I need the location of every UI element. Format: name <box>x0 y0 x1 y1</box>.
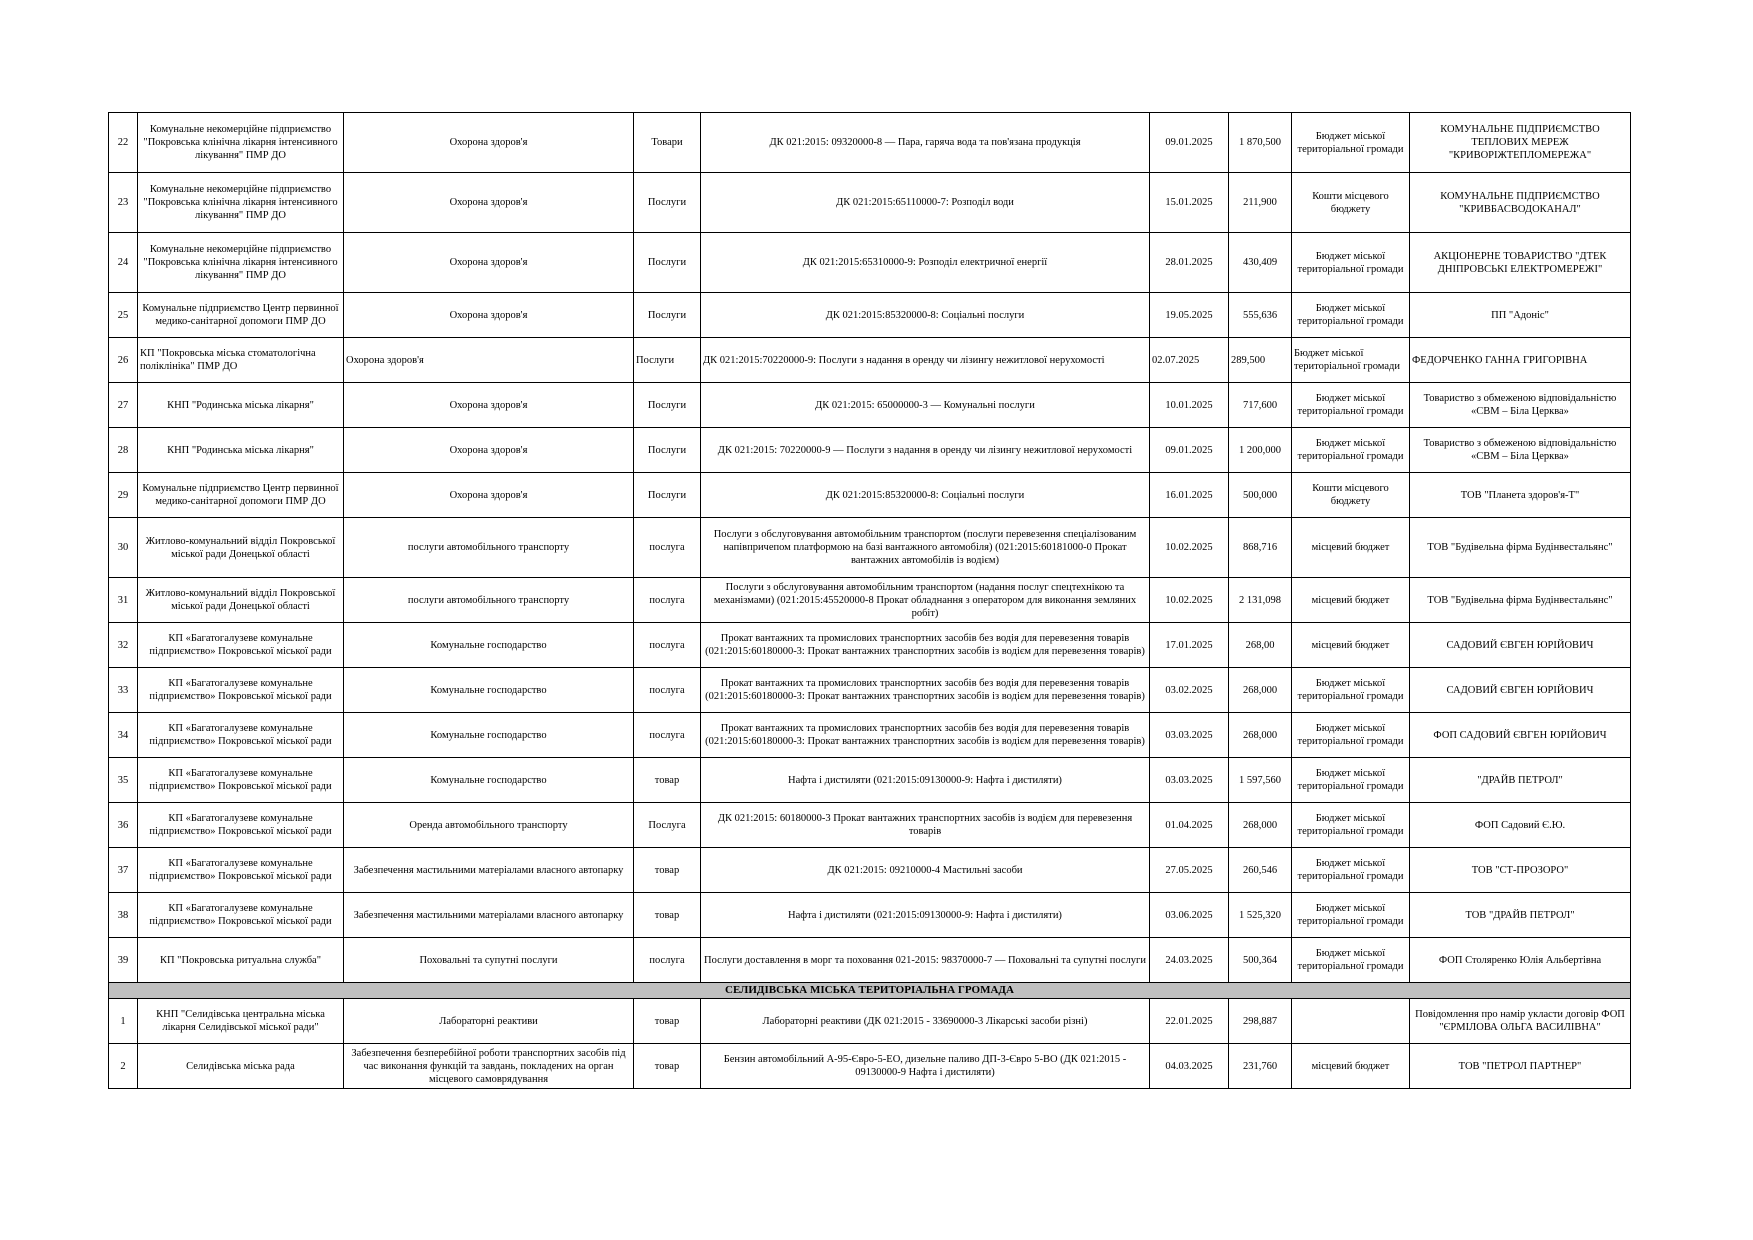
table-row <box>109 893 1631 938</box>
amount-cell: 1 870,500 <box>1229 113 1292 173</box>
row-number: 30 <box>109 518 138 578</box>
supplier-cell: ТОВ "Будівельна фірма Будінвестальянс" <box>1410 518 1631 578</box>
amount-cell: 868,716 <box>1229 518 1292 578</box>
supplier-cell: ФОП Садовий Є.Ю. <box>1410 803 1631 848</box>
amount-cell: 260,546 <box>1229 848 1292 893</box>
table-row <box>109 173 1631 233</box>
type-cell: послуга <box>634 518 701 578</box>
row-number: 1 <box>109 999 138 1044</box>
field-cell: Оренда автомобільного транспорту <box>344 803 634 848</box>
subject-cell: ДК 021:2015: 09320000-8 — Пара, гаряча вода та пов'язана продукція <box>701 113 1150 173</box>
supplier-cell: АКЦІОНЕРНЕ ТОВАРИСТВО "ДТЕК ДНІПРОВСЬКІ ЕЛЕКТРОМЕРЕЖІ" <box>1410 233 1631 293</box>
type-cell: Послуги <box>634 233 701 293</box>
table-row <box>109 1044 1631 1089</box>
funding-cell: Бюджет міської територіальної громади <box>1292 338 1410 383</box>
supplier-cell: САДОВИЙ ЄВГЕН ЮРІЙОВИЧ <box>1410 623 1631 668</box>
amount-cell: 717,600 <box>1229 383 1292 428</box>
funding-cell: Бюджет міської територіальної громади <box>1292 848 1410 893</box>
type-cell: послуга <box>634 713 701 758</box>
amount-cell: 211,900 <box>1229 173 1292 233</box>
date-cell: 03.03.2025 <box>1150 758 1229 803</box>
funding-cell: Кошти місцевого бюджету <box>1292 473 1410 518</box>
supplier-cell: "ДРАЙВ ПЕТРОЛ" <box>1410 758 1631 803</box>
supplier-cell: ФОП САДОВИЙ ЄВГЕН ЮРІЙОВИЧ <box>1410 713 1631 758</box>
subject-cell: ДК 021:2015: 65000000-3 — Комунальні послуги <box>701 383 1150 428</box>
amount-cell: 268,000 <box>1229 668 1292 713</box>
amount-cell: 500,364 <box>1229 938 1292 983</box>
type-cell: товар <box>634 1044 701 1089</box>
subject-cell: Нафта і дистиляти (021:2015:09130000-9: Нафта і дистиляти) <box>701 893 1150 938</box>
amount-cell: 231,760 <box>1229 1044 1292 1089</box>
organization-cell: Комунальне підприємство Центр первинної медико-санітарної допомоги ПМР ДО <box>138 293 344 338</box>
amount-cell: 268,00 <box>1229 623 1292 668</box>
supplier-cell: КОМУНАЛЬНЕ ПІДПРИЄМСТВО ТЕПЛОВИХ МЕРЕЖ "КРИВОРІЖТЕПЛОМЕРЕЖА" <box>1410 113 1631 173</box>
subject-cell: Бензин автомобільний А-95-Євро-5-ЕО, дизельне паливо ДП-3-Євро 5-ВО (ДК 021:2015 - 09130000-9 Нафта і дистиляти) <box>701 1044 1150 1089</box>
row-number: 31 <box>109 578 138 623</box>
date-cell: 10.02.2025 <box>1150 578 1229 623</box>
supplier-cell: ТОВ "ПЕТРОЛ ПАРТНЕР" <box>1410 1044 1631 1089</box>
type-cell: товар <box>634 893 701 938</box>
subject-cell: Нафта і дистиляти (021:2015:09130000-9: Нафта і дистиляти) <box>701 758 1150 803</box>
amount-cell: 268,000 <box>1229 713 1292 758</box>
type-cell: послуга <box>634 623 701 668</box>
type-cell: товар <box>634 758 701 803</box>
funding-cell: Бюджет міської територіальної громади <box>1292 383 1410 428</box>
funding-cell: Бюджет міської територіальної громади <box>1292 668 1410 713</box>
type-cell: послуга <box>634 668 701 713</box>
field-cell: Охорона здоров'я <box>344 113 634 173</box>
table-row <box>109 668 1631 713</box>
funding-cell: місцевий бюджет <box>1292 578 1410 623</box>
table-row <box>109 938 1631 983</box>
subject-cell: ДК 021:2015: 60180000-3 Прокат вантажних транспортних засобів із водієм для перевезення товарів <box>701 803 1150 848</box>
organization-cell: КП «Багатогалузеве комунальне підприємство» Покровської міської ради <box>138 713 344 758</box>
date-cell: 10.01.2025 <box>1150 383 1229 428</box>
type-cell: Послуги <box>634 338 701 383</box>
date-cell: 15.01.2025 <box>1150 173 1229 233</box>
date-cell: 17.01.2025 <box>1150 623 1229 668</box>
date-cell: 27.05.2025 <box>1150 848 1229 893</box>
amount-cell: 268,000 <box>1229 803 1292 848</box>
row-number: 39 <box>109 938 138 983</box>
type-cell: Послуги <box>634 473 701 518</box>
row-number: 36 <box>109 803 138 848</box>
supplier-cell: Товариство з обмеженою відповідальністю «СВМ – Біла Церква» <box>1410 383 1631 428</box>
funding-cell: Бюджет міської територіальної громади <box>1292 938 1410 983</box>
funding-cell <box>1292 999 1410 1044</box>
subject-cell: Послуги з обслуговування автомобільним транспортом (послуги перевезення спеціалізованим напівпричепом платформою на базі вантажного автомобіля) (021:2015:60181000-0 Прокат вантажних автомобілів із водієм) <box>701 518 1150 578</box>
organization-cell: Житлово-комунальний відділ Покровської міської ради Донецької області <box>138 518 344 578</box>
subject-cell: ДК 021:2015:85320000-8: Соціальні послуги <box>701 293 1150 338</box>
row-number: 34 <box>109 713 138 758</box>
procurement-table <box>108 112 1631 1089</box>
supplier-cell: ПП "Адоніс" <box>1410 293 1631 338</box>
funding-cell: місцевий бюджет <box>1292 518 1410 578</box>
subject-cell: Послуги з обслуговування автомобільним транспортом (надання послуг спецтехнікою та механізмами) (021:2015:45520000-8 Прокат обладнання з оператором для виконання земляних робіт) <box>701 578 1150 623</box>
type-cell: Послуги <box>634 428 701 473</box>
funding-cell: місцевий бюджет <box>1292 1044 1410 1089</box>
subject-cell: ДК 021:2015: 70220000-9 — Послуги з надання в оренду чи лізингу нежитлової нерухомості <box>701 428 1150 473</box>
field-cell: Забезпечення мастильними матеріалами власного автопарку <box>344 893 634 938</box>
type-cell: Послуга <box>634 803 701 848</box>
subject-cell: ДК 021:2015: 09210000-4 Мастильні засоби <box>701 848 1150 893</box>
row-number: 23 <box>109 173 138 233</box>
organization-cell: Селидівська міська рада <box>138 1044 344 1089</box>
field-cell: Комунальне господарство <box>344 668 634 713</box>
organization-cell: Житлово-комунальний відділ Покровської міської ради Донецької області <box>138 578 344 623</box>
row-number: 32 <box>109 623 138 668</box>
supplier-cell: ТОВ "Планета здоров'я-Т" <box>1410 473 1631 518</box>
date-cell: 10.02.2025 <box>1150 518 1229 578</box>
field-cell: Охорона здоров'я <box>344 428 634 473</box>
type-cell: Послуги <box>634 293 701 338</box>
type-cell: товар <box>634 999 701 1044</box>
subject-cell: Послуги доставлення в морг та поховання 021-2015: 98370000-7 — Поховальні та супутні послуги <box>701 938 1150 983</box>
field-cell: Охорона здоров'я <box>344 383 634 428</box>
table-body-pokrovsk <box>109 113 1631 983</box>
field-cell: Забезпечення мастильними матеріалами власного автопарку <box>344 848 634 893</box>
organization-cell: Комунальне підприємство Центр первинної медико-санітарної допомоги ПМР ДО <box>138 473 344 518</box>
type-cell: Товари <box>634 113 701 173</box>
organization-cell: КНП "Родинська міська лікарня" <box>138 428 344 473</box>
date-cell: 19.05.2025 <box>1150 293 1229 338</box>
field-cell: Охорона здоров'я <box>344 233 634 293</box>
table-row <box>109 578 1631 623</box>
date-cell: 02.07.2025 <box>1150 338 1229 383</box>
row-number: 24 <box>109 233 138 293</box>
table-row <box>109 338 1631 383</box>
date-cell: 24.03.2025 <box>1150 938 1229 983</box>
procurement-sheet <box>108 112 1630 1089</box>
table-row <box>109 428 1631 473</box>
supplier-cell: ТОВ "СТ-ПРОЗОРО" <box>1410 848 1631 893</box>
field-cell: Поховальні та супутні послуги <box>344 938 634 983</box>
table-row <box>109 623 1631 668</box>
table-row <box>109 473 1631 518</box>
table-row <box>109 803 1631 848</box>
amount-cell: 1 200,000 <box>1229 428 1292 473</box>
funding-cell: Бюджет міської територіальної громади <box>1292 428 1410 473</box>
organization-cell: КНП "Селидівська центральна міська лікарня Селидівської міської ради" <box>138 999 344 1044</box>
amount-cell: 2 131,098 <box>1229 578 1292 623</box>
organization-cell: КП "Покровська ритуальна служба" <box>138 938 344 983</box>
field-cell: Охорона здоров'я <box>344 173 634 233</box>
organization-cell: Комунальне некомерційне підприємство "Покровська клінічна лікарня інтенсивного лікування" ПМР ДО <box>138 173 344 233</box>
supplier-cell: ФОП Столяренко Юлія Альбертівна <box>1410 938 1631 983</box>
funding-cell: Бюджет міської територіальної громади <box>1292 113 1410 173</box>
field-cell: послуги автомобільного транспорту <box>344 578 634 623</box>
field-cell: Комунальне господарство <box>344 713 634 758</box>
subject-cell: Лабораторні реактиви (ДК 021:2015 - 33690000-3 Лікарські засоби різні) <box>701 999 1150 1044</box>
row-number: 27 <box>109 383 138 428</box>
field-cell: Комунальне господарство <box>344 758 634 803</box>
row-number: 28 <box>109 428 138 473</box>
section-row <box>109 983 1631 999</box>
organization-cell: КП «Багатогалузеве комунальне підприємство» Покровської міської ради <box>138 803 344 848</box>
organization-cell: КП «Багатогалузеве комунальне підприємство» Покровської міської ради <box>138 893 344 938</box>
supplier-cell: Повідомлення про намір укласти договір ФОП "ЄРМІЛОВА ОЛЬГА ВАСИЛІВНА" <box>1410 999 1631 1044</box>
amount-cell: 289,500 <box>1229 338 1292 383</box>
field-cell: Забезпечення безперебійної роботи транспортних засобів під час виконання функцій та завдань, покладених на орган місцевого самоврядування <box>344 1044 634 1089</box>
organization-cell: Комунальне некомерційне підприємство "Покровська клінічна лікарня інтенсивного лікування" ПМР ДО <box>138 113 344 173</box>
section-title: СЕЛИДІВСЬКА МІСЬКА ТЕРИТОРІАЛЬНА ГРОМАДА <box>109 983 1631 999</box>
type-cell: товар <box>634 848 701 893</box>
type-cell: послуга <box>634 938 701 983</box>
field-cell: послуги автомобільного транспорту <box>344 518 634 578</box>
row-number: 2 <box>109 1044 138 1089</box>
table-row <box>109 758 1631 803</box>
type-cell: послуга <box>634 578 701 623</box>
amount-cell: 1 525,320 <box>1229 893 1292 938</box>
subject-cell: ДК 021:2015:65310000-9: Розподіл електричної енергії <box>701 233 1150 293</box>
field-cell: Лабораторні реактиви <box>344 999 634 1044</box>
supplier-cell: КОМУНАЛЬНЕ ПІДПРИЄМСТВО "КРИВБАСВОДОКАНАЛ" <box>1410 173 1631 233</box>
date-cell: 04.03.2025 <box>1150 1044 1229 1089</box>
subject-cell: ДК 021:2015:70220000-9: Послуги з надання в оренду чи лізингу нежитлової нерухомості <box>701 338 1150 383</box>
row-number: 37 <box>109 848 138 893</box>
table-row <box>109 999 1631 1044</box>
table-row <box>109 848 1631 893</box>
table-row <box>109 233 1631 293</box>
funding-cell: Бюджет міської територіальної громади <box>1292 758 1410 803</box>
amount-cell: 298,887 <box>1229 999 1292 1044</box>
organization-cell: КП «Багатогалузеве комунальне підприємство» Покровської міської ради <box>138 623 344 668</box>
supplier-cell: ТОВ "Будівельна фірма Будінвестальянс" <box>1410 578 1631 623</box>
organization-cell: КП «Багатогалузеве комунальне підприємство» Покровської міської ради <box>138 848 344 893</box>
amount-cell: 1 597,560 <box>1229 758 1292 803</box>
row-number: 22 <box>109 113 138 173</box>
organization-cell: КНП "Родинська міська лікарня" <box>138 383 344 428</box>
date-cell: 28.01.2025 <box>1150 233 1229 293</box>
amount-cell: 500,000 <box>1229 473 1292 518</box>
amount-cell: 555,636 <box>1229 293 1292 338</box>
date-cell: 16.01.2025 <box>1150 473 1229 518</box>
supplier-cell: Товариство з обмеженою відповідальністю «СВМ – Біла Церква» <box>1410 428 1631 473</box>
table-row <box>109 383 1631 428</box>
field-cell: Охорона здоров'я <box>344 338 634 383</box>
row-number: 29 <box>109 473 138 518</box>
date-cell: 22.01.2025 <box>1150 999 1229 1044</box>
organization-cell: КП «Багатогалузеве комунальне підприємство» Покровської міської ради <box>138 758 344 803</box>
organization-cell: КП «Багатогалузеве комунальне підприємство» Покровської міської ради <box>138 668 344 713</box>
date-cell: 03.02.2025 <box>1150 668 1229 713</box>
funding-cell: Бюджет міської територіальної громади <box>1292 803 1410 848</box>
subject-cell: Прокат вантажних та промислових транспортних засобів без водія для перевезення товарів (021:2015:60180000-3: Прокат вантажних транспортних засобів із водієм для перевезення товарів) <box>701 623 1150 668</box>
supplier-cell: САДОВИЙ ЄВГЕН ЮРІЙОВИЧ <box>1410 668 1631 713</box>
field-cell: Охорона здоров'я <box>344 293 634 338</box>
table-row <box>109 518 1631 578</box>
date-cell: 03.03.2025 <box>1150 713 1229 758</box>
funding-cell: Бюджет міської територіальної громади <box>1292 893 1410 938</box>
subject-cell: ДК 021:2015:65110000-7: Розподіл води <box>701 173 1150 233</box>
section-header-group <box>109 983 1631 999</box>
subject-cell: Прокат вантажних та промислових транспортних засобів без водія для перевезення товарів (021:2015:60180000-3: Прокат вантажних транспортних засобів із водієм для перевезення товарів) <box>701 713 1150 758</box>
field-cell: Комунальне господарство <box>344 623 634 668</box>
date-cell: 09.01.2025 <box>1150 428 1229 473</box>
subject-cell: Прокат вантажних та промислових транспортних засобів без водія для перевезення товарів (021:2015:60180000-3: Прокат вантажних транспортних засобів із водієм для перевезення товарів) <box>701 668 1150 713</box>
amount-cell: 430,409 <box>1229 233 1292 293</box>
table-row <box>109 293 1631 338</box>
funding-cell: місцевий бюджет <box>1292 623 1410 668</box>
supplier-cell: ТОВ "ДРАЙВ ПЕТРОЛ" <box>1410 893 1631 938</box>
date-cell: 09.01.2025 <box>1150 113 1229 173</box>
row-number: 25 <box>109 293 138 338</box>
funding-cell: Бюджет міської територіальної громади <box>1292 293 1410 338</box>
subject-cell: ДК 021:2015:85320000-8: Соціальні послуги <box>701 473 1150 518</box>
date-cell: 03.06.2025 <box>1150 893 1229 938</box>
table-row <box>109 113 1631 173</box>
organization-cell: Комунальне некомерційне підприємство "Покровська клінічна лікарня інтенсивного лікування" ПМР ДО <box>138 233 344 293</box>
row-number: 33 <box>109 668 138 713</box>
table-body-selydove <box>109 999 1631 1089</box>
type-cell: Послуги <box>634 173 701 233</box>
table-row <box>109 713 1631 758</box>
row-number: 35 <box>109 758 138 803</box>
row-number: 26 <box>109 338 138 383</box>
funding-cell: Бюджет міської територіальної громади <box>1292 713 1410 758</box>
supplier-cell: ФЕДОРЧЕНКО ГАННА ГРИГОРІВНА <box>1410 338 1631 383</box>
organization-cell: КП "Покровська міська стоматологічна поліклініка" ПМР ДО <box>138 338 344 383</box>
type-cell: Послуги <box>634 383 701 428</box>
field-cell: Охорона здоров'я <box>344 473 634 518</box>
funding-cell: Кошти місцевого бюджету <box>1292 173 1410 233</box>
date-cell: 01.04.2025 <box>1150 803 1229 848</box>
row-number: 38 <box>109 893 138 938</box>
funding-cell: Бюджет міської територіальної громади <box>1292 233 1410 293</box>
